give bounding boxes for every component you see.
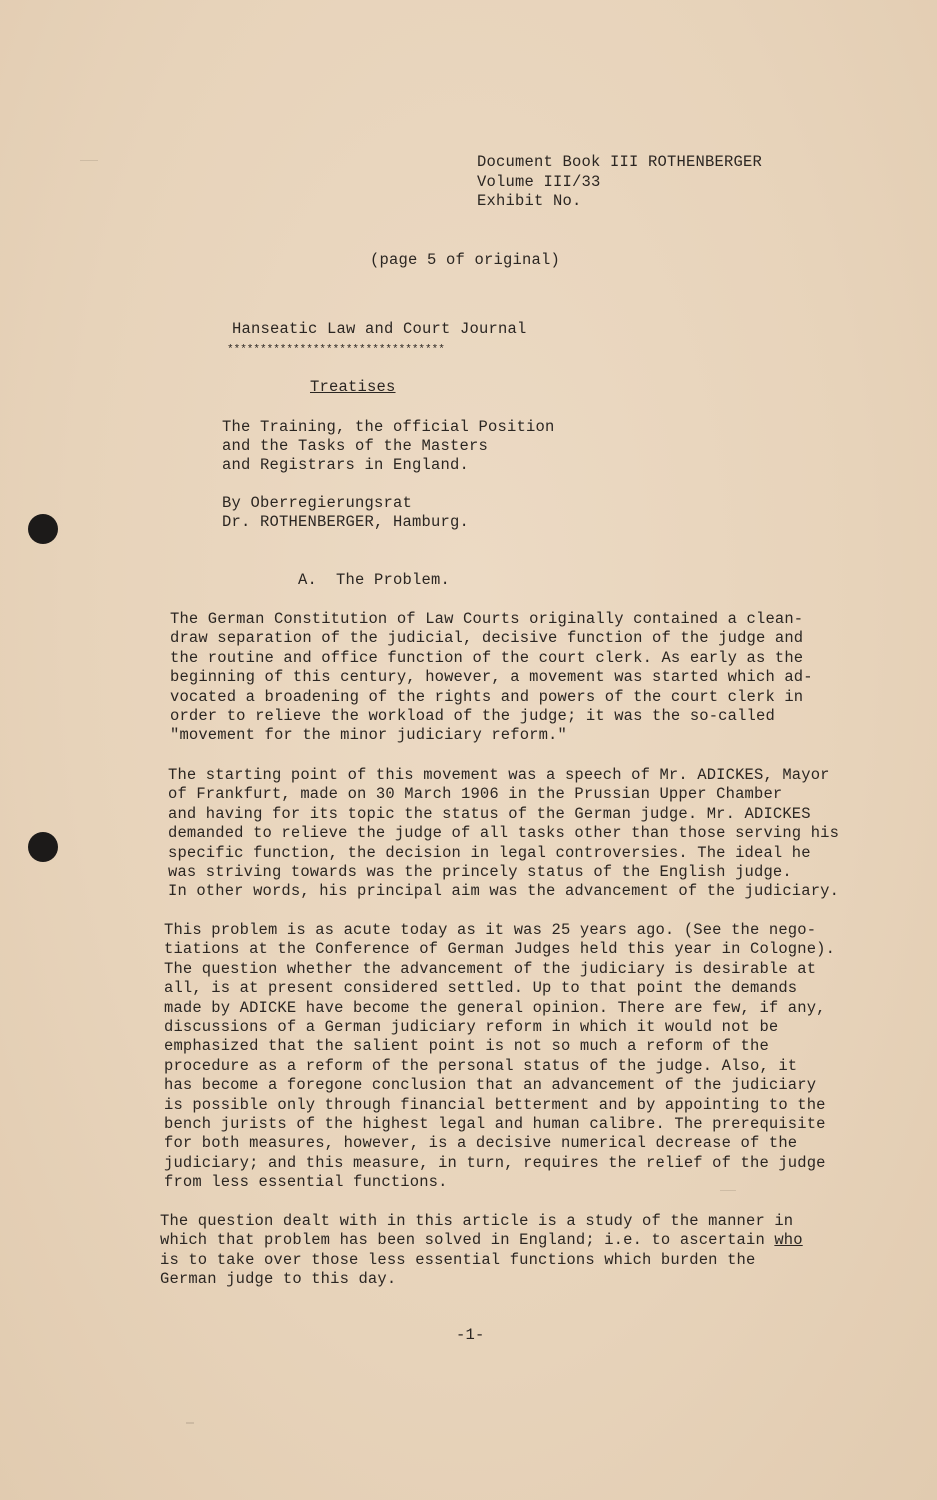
text-line-start: which that problem has been solved in England; i.e. to ascertain — [160, 1231, 775, 1250]
punch-hole-bottom — [28, 832, 58, 862]
text-line: tiations at the Conference of German Judges held this year in Cologne). — [164, 940, 836, 959]
author-line-2: Dr. ROTHENBERGER, Hamburg. — [222, 513, 470, 531]
text-line: The question whether the advancement of the judiciary is desirable at — [164, 959, 817, 978]
author-line-1: By Oberregierungsrat — [222, 494, 413, 512]
subheading: A. The Problem. — [298, 571, 451, 589]
article-title-line-3: and Registrars in England. — [222, 456, 470, 474]
exhibit-line: Exhibit No. — [477, 192, 582, 210]
text-line: discussions of a German judiciary reform in which it would not be — [164, 1018, 779, 1037]
paper-mark — [80, 160, 98, 161]
text-line: the routine and office function of the court clerk. As early as the — [170, 648, 804, 667]
text-line: bench jurists of the highest legal and human calibre. The prerequisite — [164, 1115, 826, 1134]
article-title-line-2: and the Tasks of the Masters — [222, 437, 489, 455]
text-line: is to take over those less essential functions which burden the — [160, 1250, 756, 1269]
punch-hole-top — [28, 514, 58, 544]
page-number: -1- — [456, 1326, 485, 1344]
section-heading: Treatises — [310, 378, 396, 396]
page-note: (page 5 of original) — [370, 251, 561, 269]
text-line: procedure as a reform of the personal status of the judge. Also, it — [164, 1056, 798, 1075]
text-line: The German Constitution of Law Courts originally contained a clean- — [170, 610, 804, 628]
text-line: The starting point of this movement was a speech of Mr. ADICKES, Mayor — [168, 766, 830, 784]
paragraph-2 — [168, 766, 848, 902]
text-line: In other words, his principal aim was the advancement of the judiciary. — [168, 882, 840, 901]
article-title-line-1: The Training, the official Position — [222, 418, 555, 436]
text-line: German judge to this day. — [160, 1270, 397, 1289]
text-line: has become a foregone conclusion that an advancement of the judiciary — [164, 1076, 817, 1095]
volume-line: Volume III/33 — [477, 173, 601, 191]
underlined-word: who — [774, 1231, 803, 1250]
text-line: draw separation of the judicial, decisive function of the judge and — [170, 629, 804, 648]
text-line: order to relieve the workload of the judge; it was the so-called — [170, 707, 775, 726]
text-line: of Frankfurt, made on 30 March 1906 in the Prussian Upper Chamber — [168, 785, 783, 804]
text-line: made by ADICKE have become the general opinion. There are few, if any, — [164, 998, 826, 1017]
text-line: for both measures, however, is a decisive numerical decrease of the — [164, 1134, 798, 1153]
paragraph-4 — [160, 1212, 840, 1290]
text-line: "movement for the minor judiciary reform." — [170, 726, 567, 745]
text-line — [160, 1231, 840, 1250]
journal-stars: ********************************* — [227, 344, 445, 356]
paper-mark — [186, 1422, 194, 1424]
text-line: was striving towards was the princely status of the English judge. — [168, 863, 792, 882]
text-line: judiciary; and this measure, in turn, requires the relief of the judge — [164, 1153, 826, 1172]
text-line: demanded to relieve the judge of all tasks other than those serving his — [168, 824, 840, 843]
text-line: all, is at present considered settled. Up to that point the demands — [164, 979, 798, 998]
text-line: from less essential functions. — [164, 1173, 448, 1192]
doc-book-line: Document Book III ROTHENBERGER — [477, 153, 763, 171]
text-line: This problem is as acute today as it was 25 years ago. (See the nego- — [164, 921, 817, 939]
text-line: beginning of this century, however, a movement was started which ad- — [170, 668, 813, 687]
paragraph-3 — [164, 921, 844, 1193]
text-line: vocated a broadening of the rights and powers of the court clerk in — [170, 687, 804, 706]
paragraph-1 — [170, 610, 850, 746]
text-line: specific function, the decision in legal controversies. The ideal he — [168, 843, 811, 862]
text-line: and having for its topic the status of the German judge. Mr. ADICKES — [168, 804, 811, 823]
text-line: The question dealt with in this article is a study of the manner in — [160, 1212, 794, 1230]
text-line: is possible only through financial betterment and by appointing to the — [164, 1095, 826, 1114]
text-line: emphasized that the salient point is not so much a reform of the — [164, 1037, 769, 1056]
journal-title: Hanseatic Law and Court Journal — [232, 320, 527, 338]
